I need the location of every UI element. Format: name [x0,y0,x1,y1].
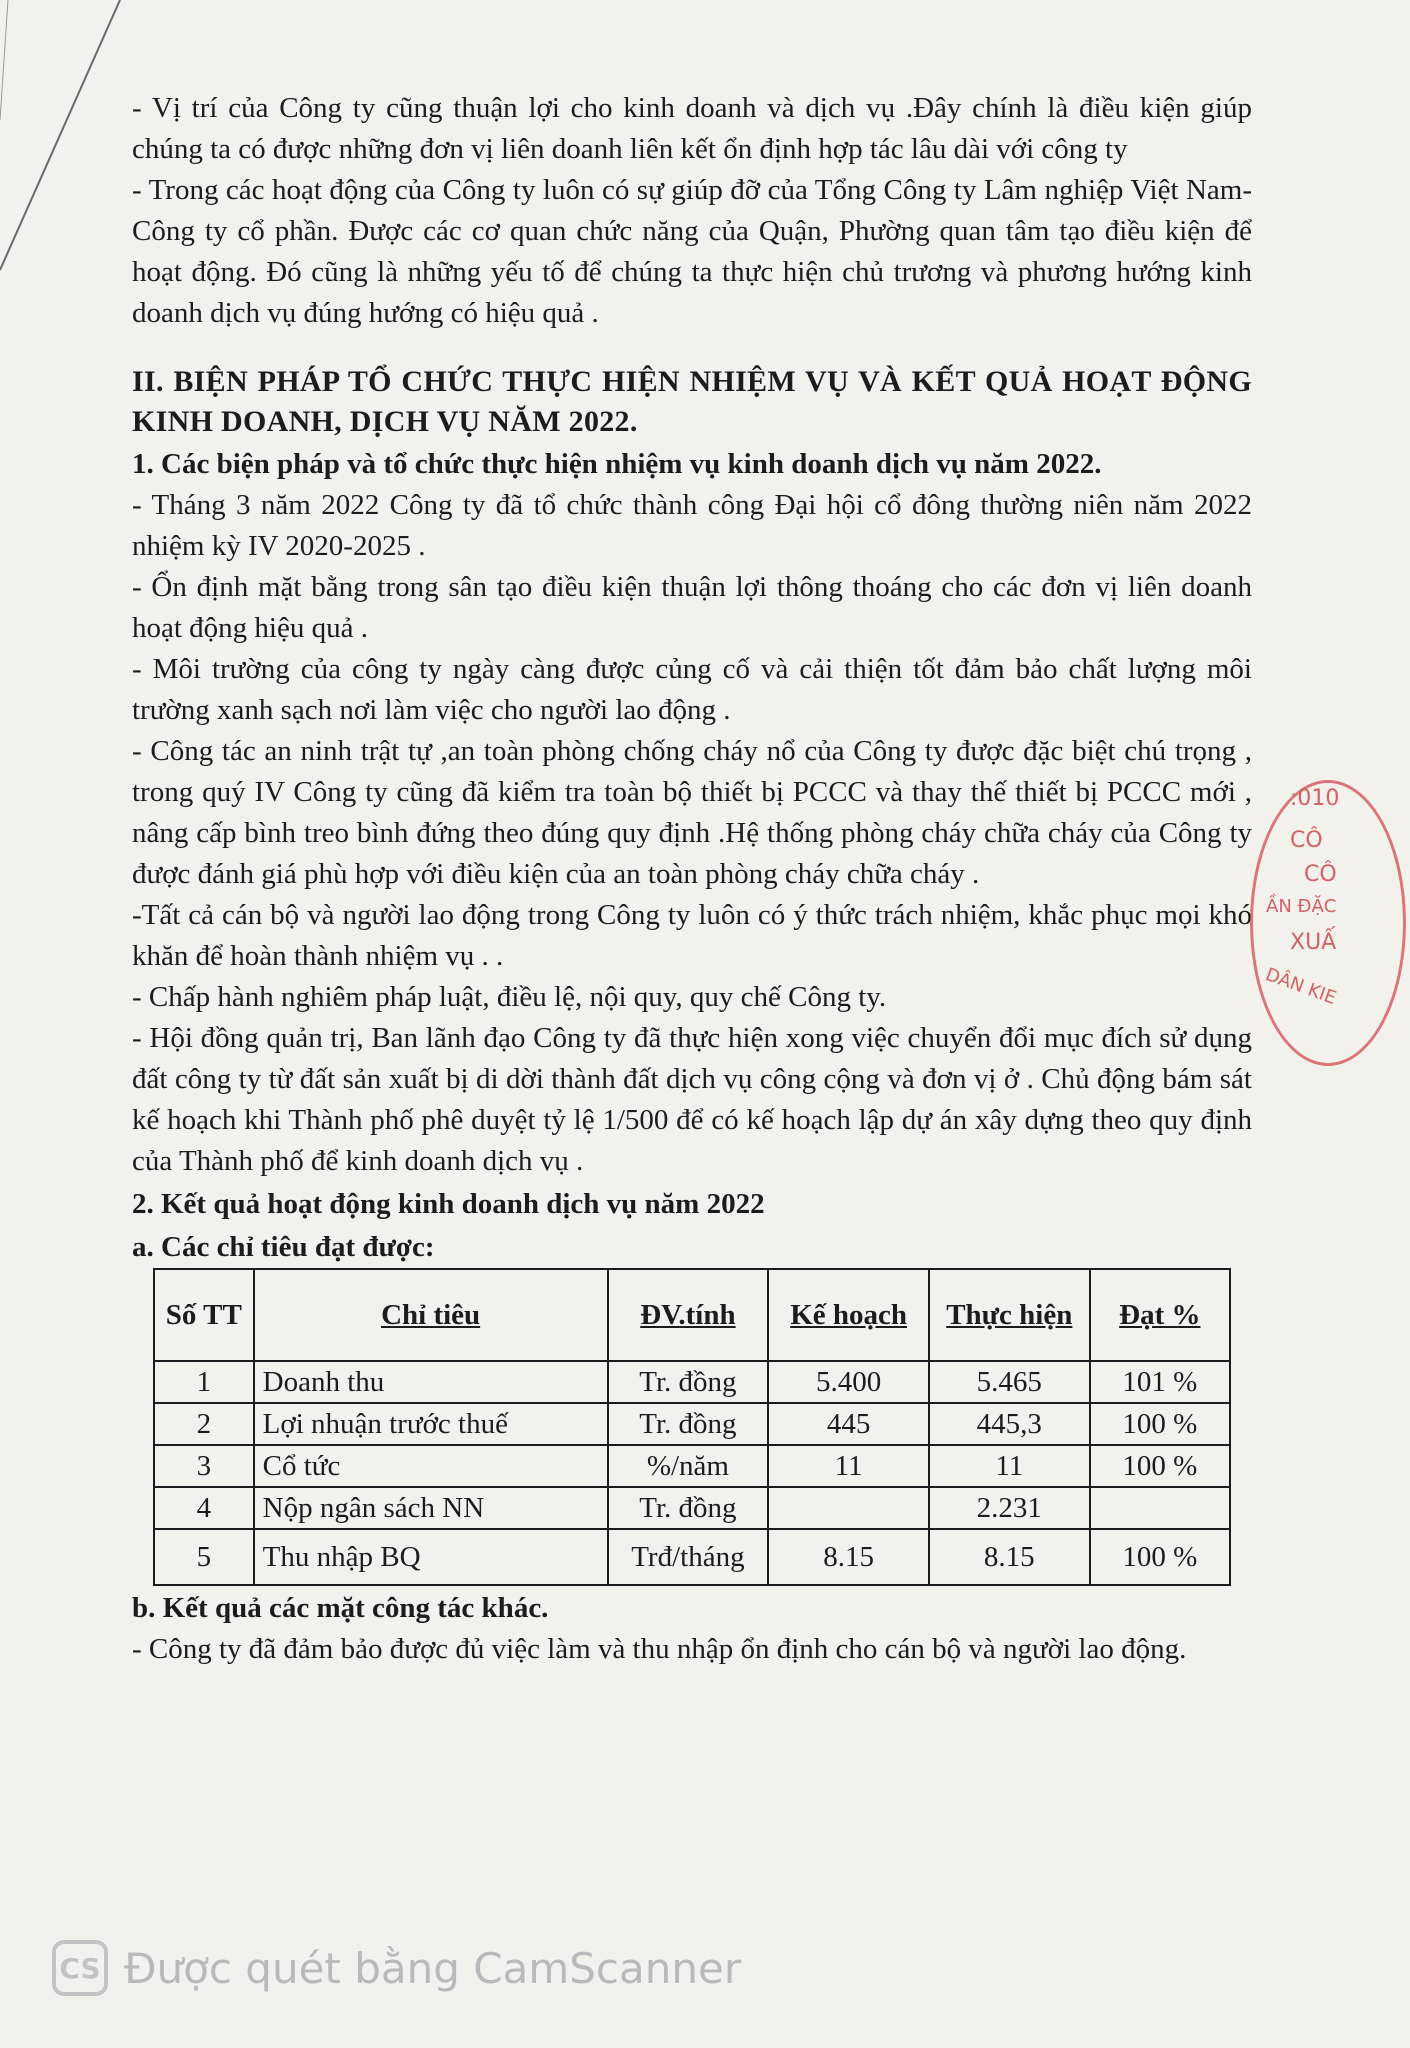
kpi-table-header [154,1269,1230,1361]
cell-indicator: Nộp ngân sách NN [254,1487,608,1529]
cell-plan: 11 [768,1445,929,1487]
header-percent: Đạt % [1090,1269,1230,1361]
header-actual: Thực hiện [929,1269,1090,1361]
table-row [154,1361,1230,1403]
cell-stt: 2 [154,1403,254,1445]
header-indicator: Chỉ tiêu [254,1269,608,1361]
section-2-heading: II. BIỆN PHÁP TỔ CHỨC THỰC HIỆN NHIỆM VỤ VÀ KẾT QUẢ HOẠT ĐỘNG KINH DOANH, DỊCH VỤ NĂM 2022. [132,365,1252,438]
task-item-4: - Công tác an ninh trật tự ,an toàn phòng chống cháy nổ của Công ty được đặc biệt chú trọng , trong quý IV Công ty cũng đã kiểm tra toàn bộ thiết bị PCCC và thay thế thiết bị PCCC mới , nâng cấp bình treo bình đứng theo đúng quy định .Hệ thống phòng cháy chữa cháy của Công ty được đánh giá phù hợp với điều kiện của an toàn phòng cháy chữa cháy . [132,735,1252,890]
subsection-2-heading: 2. Kết quả hoạt động kinh doanh dịch vụ năm 2022 [132,1188,765,1220]
table-row [154,1487,1230,1529]
subsection-1-heading: 1. Các biện pháp và tổ chức thực hiện nhiệm vụ kinh doanh dịch vụ năm 2022. [132,448,1102,480]
cell-unit: Tr. đồng [608,1361,769,1403]
seal-fragment-3: CÔ [1304,862,1337,887]
table-row [154,1403,1230,1445]
task-item-6: - Chấp hành nghiêm pháp luật, điều lệ, nội quy, quy chế Công ty. [132,981,887,1013]
header-stt: Số TT [154,1269,254,1361]
seal-fragment-5: XUẤ [1290,930,1337,955]
seal-ring [1250,780,1406,1066]
cell-unit: Tr. đồng [608,1487,769,1529]
cell-percent: 100 % [1090,1529,1230,1585]
seal-fragment-4: ẦN ĐẶC [1266,896,1337,917]
camscanner-watermark [52,1940,741,1996]
cell-unit: %/năm [608,1445,769,1487]
cell-indicator: Thu nhập BQ [254,1529,608,1585]
cell-percent: 101 % [1090,1361,1230,1403]
document-body [132,88,1252,1670]
task-item-3: - Môi trường của công ty ngày càng được củng cố và cải thiện tốt đảm bảo chất lượng môi trường xanh sạch nơi làm việc cho người lao động . [132,653,1252,726]
cell-plan: 445 [768,1403,929,1445]
cell-percent: 100 % [1090,1445,1230,1487]
table-row [154,1445,1230,1487]
cell-plan: 8.15 [768,1529,929,1585]
task-item-1: - Tháng 3 năm 2022 Công ty đã tổ chức thành công Đại hội cổ đông thường niên năm 2022 nhiệm kỳ IV 2020-2025 . [132,489,1252,562]
camscanner-logo-icon: CS [52,1940,108,1996]
task-item-2: - Ổn định mặt bằng trong sân tạo điều kiện thuận lợi thông thoáng cho các đơn vị liên doanh hoạt động hiệu quả . [132,571,1252,644]
company-seal-stamp [1250,770,1410,1070]
cell-indicator: Lợi nhuận trước thuế [254,1403,608,1445]
seal-fragment-1: :010 [1290,786,1340,811]
kpi-table [153,1268,1231,1586]
cell-unit: Tr. đồng [608,1403,769,1445]
seal-fragment-2: CÔ [1290,828,1323,853]
cell-percent [1090,1487,1230,1529]
task-item-5: -Tất cả cán bộ và người lao động trong Công ty luôn có ý thức trách nhiệm, khắc phục mọi khó khăn để hoàn thành nhiệm vụ . . [132,899,1252,972]
cell-actual: 2.231 [929,1487,1090,1529]
subsection-2a-heading: a. Các chỉ tiêu đạt được: [132,1231,435,1263]
intro-paragraph-1: - Vị trí của Công ty cũng thuận lợi cho kinh doanh và dịch vụ .Đây chính là điều kiện giúp chúng ta có được những đơn vị liên doanh liên kết ổn định hợp tác lâu dài với công ty [132,92,1252,165]
cell-percent: 100 % [1090,1403,1230,1445]
task-item-7: - Hội đồng quản trị, Ban lãnh đạo Công ty đã thực hiện xong việc chuyển đổi mục đích sử dụng đất công ty từ đất sản xuất bị di dời thành đất dịch vụ công cộng và đơn vị ở . Chủ động bám sát kế hoạch khi Thành phố phê duyệt tỷ lệ 1/500 để có kế hoạch lập dự án xây dựng theo quy định của Thành phố để kinh doanh dịch vụ . [132,1022,1252,1177]
cell-indicator: Doanh thu [254,1361,608,1403]
header-plan: Kế hoạch [768,1269,929,1361]
cell-stt: 1 [154,1361,254,1403]
cell-stt: 3 [154,1445,254,1487]
cell-actual: 445,3 [929,1403,1090,1445]
cell-plan [768,1487,929,1529]
table-row [154,1529,1230,1585]
seal-fragment-6: DÂN KIE [1262,964,1339,1009]
cell-stt: 5 [154,1529,254,1585]
cell-actual: 11 [929,1445,1090,1487]
other-result-item-1: - Công ty đã đảm bảo được đủ việc làm và thu nhập ổn định cho cán bộ và người lao động. [132,1633,1187,1665]
cell-unit: Trđ/tháng [608,1529,769,1585]
subsection-2b-heading: b. Kết quả các mặt công tác khác. [132,1592,549,1624]
cell-actual: 5.465 [929,1361,1090,1403]
cell-plan: 5.400 [768,1361,929,1403]
cell-stt: 4 [154,1487,254,1529]
camscanner-text: Được quét bằng CamScanner [124,1943,742,1993]
cell-indicator: Cổ tức [254,1445,608,1487]
intro-paragraph-2: - Trong các hoạt động của Công ty luôn có sự giúp đỡ của Tổng Công ty Lâm nghiệp Việt Nam- Công ty cổ phần. Được các cơ quan chức năng của Quận, Phường quan tâm tạo điều kiện để hoạt động. Đó cũng là những yếu tố để chúng ta thực hiện chủ trương và phương hướng kinh doanh dịch vụ đúng hướng có hiệu quả . [132,174,1252,329]
cell-actual: 8.15 [929,1529,1090,1585]
header-unit: ĐV.tính [608,1269,769,1361]
